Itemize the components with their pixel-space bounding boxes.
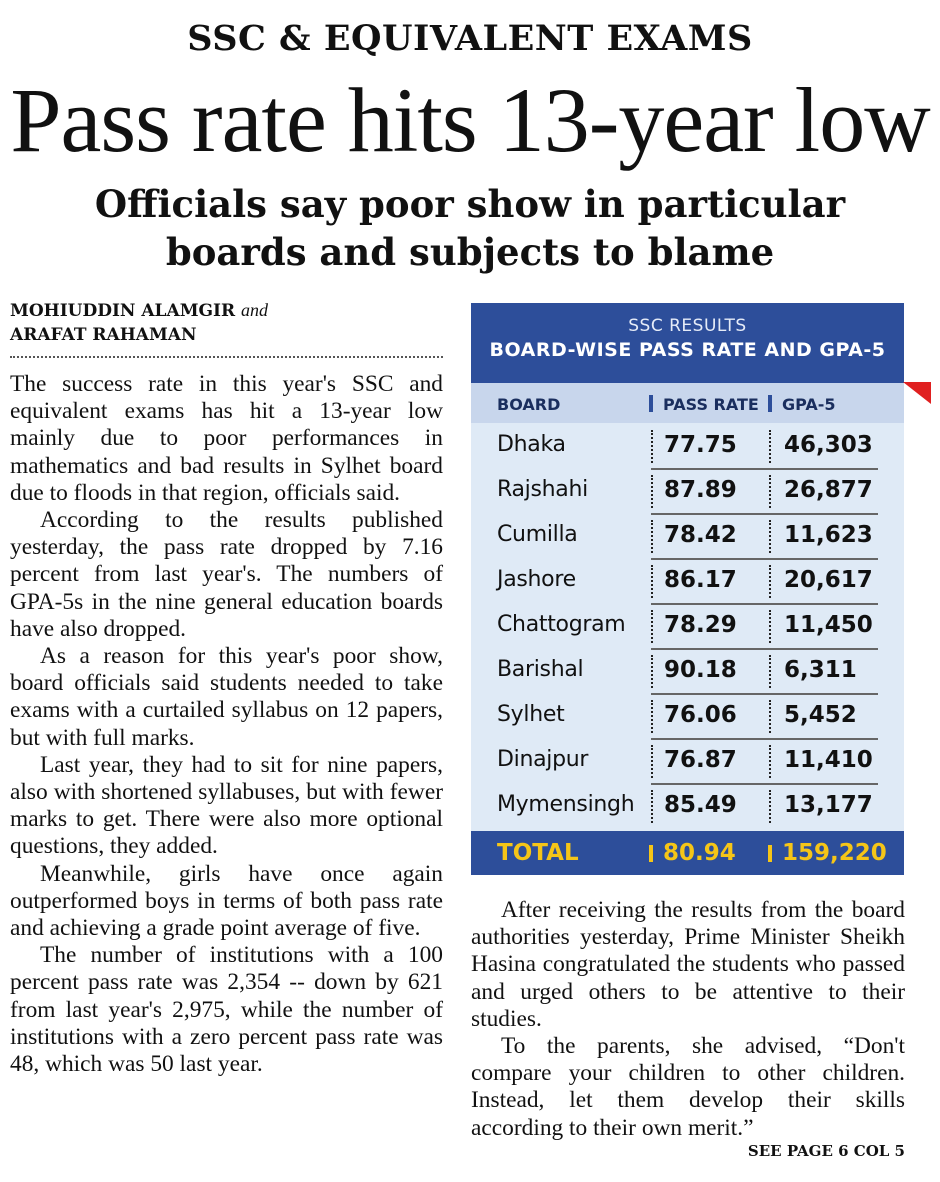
board-name: Jashore bbox=[497, 567, 576, 592]
header-divider bbox=[768, 395, 772, 412]
paragraph: According to the results published yesterday, the pass rate dropped by 7.16 percent from last year's. The numbers of GPA-5s in the nine general education boards have also dropped. bbox=[10, 507, 443, 642]
table-total-row bbox=[471, 831, 904, 875]
jump-line: SEE PAGE 6 COL 5 bbox=[747, 1142, 905, 1160]
header-board: BOARD bbox=[497, 395, 561, 414]
paragraph: The success rate in this year's SSC and equivalent exams has hit a 13-year low mainly due to poor performances in mathematics and bad results in Sylhet board due to floods in that region, officials said. bbox=[10, 371, 443, 506]
kicker: SSC & EQUIVALENT EXAMS bbox=[187, 18, 753, 59]
board-name: Dhaka bbox=[497, 432, 566, 457]
headline: Pass rate hits 13-year low bbox=[10, 69, 930, 171]
gpa5-count: 20,617 bbox=[784, 567, 873, 593]
board-name: Mymensingh bbox=[497, 792, 635, 817]
gpa5-count: 6,311 bbox=[784, 657, 857, 683]
pass-rate: 77.75 bbox=[664, 432, 737, 458]
paragraph: Last year, they had to sit for nine papers, also with shortened syllabuses, but with fewer marks to get. There were also more optional questions, they added. bbox=[10, 751, 443, 860]
board-name: Sylhet bbox=[497, 702, 565, 727]
board-name: Cumilla bbox=[497, 522, 578, 547]
gpa5-count: 46,303 bbox=[784, 432, 873, 458]
table-row bbox=[471, 604, 904, 649]
table-corner-accent bbox=[903, 382, 931, 404]
subhead bbox=[0, 180, 940, 276]
header-gpa5: GPA-5 bbox=[782, 395, 836, 414]
subhead-line-1: Officials say poor show in particular bbox=[94, 182, 846, 226]
table-row bbox=[471, 559, 904, 604]
table-row bbox=[471, 694, 904, 739]
pass-rate: 87.89 bbox=[664, 477, 737, 503]
paragraph: Meanwhile, girls have once again outperformed boys in terms of both pass rate and achieving a grade point average of five. bbox=[10, 860, 443, 942]
byline-joiner: and bbox=[241, 300, 269, 320]
pass-rate: 86.17 bbox=[664, 567, 737, 593]
byline bbox=[10, 298, 446, 347]
pass-rate: 76.06 bbox=[664, 702, 737, 728]
header-pass-rate: PASS RATE bbox=[663, 395, 759, 414]
table-header-row bbox=[471, 383, 904, 423]
table-row bbox=[471, 514, 904, 559]
board-name: Dinajpur bbox=[497, 747, 589, 772]
pass-rate: 90.18 bbox=[664, 657, 737, 683]
article-column-right bbox=[471, 897, 905, 1142]
gpa5-count: 11,623 bbox=[784, 522, 873, 548]
gpa5-count: 26,877 bbox=[784, 477, 873, 503]
paragraph: As a reason for this year's poor show, board officials said students needed to take exams with a curtailed syllabus on 12 papers, but with full marks. bbox=[10, 643, 443, 751]
article-column-left bbox=[10, 371, 443, 1078]
table-row bbox=[471, 424, 904, 469]
gpa5-count: 11,450 bbox=[784, 612, 873, 638]
author-2: ARAFAT RAHAMAN bbox=[10, 325, 197, 345]
pass-rate: 78.42 bbox=[664, 522, 737, 548]
gpa5-count: 5,452 bbox=[784, 702, 857, 728]
table-title-small: SSC RESULTS bbox=[628, 316, 747, 336]
paragraph: After receiving the results from the board authorities yesterday, Prime Minister Sheikh Hasina congratulated the students who passed and urged others to be attentive to their studies. bbox=[471, 897, 905, 1032]
table-title bbox=[471, 303, 904, 383]
paragraph: To the parents, she advised, “Don't compare your children to other children. Instead, let them develop their skills according to their own merit.” bbox=[471, 1033, 905, 1141]
total-gpa5: 159,220 bbox=[782, 840, 887, 866]
results-table bbox=[471, 303, 904, 875]
header-divider bbox=[649, 395, 653, 412]
board-name: Rajshahi bbox=[497, 477, 588, 502]
pass-rate: 76.87 bbox=[664, 747, 737, 773]
author-1: MOHIUDDIN ALAMGIR bbox=[10, 301, 236, 321]
subhead-line-2: boards and subjects to blame bbox=[165, 230, 775, 274]
paragraph: The number of institutions with a 100 percent pass rate was 2,354 -- down by 621 from last year's 2,975, while the number of institutions with a zero percent pass rate was 48, which was 50 last year. bbox=[10, 942, 443, 1078]
table-title-big: BOARD-WISE PASS RATE AND GPA-5 bbox=[489, 339, 886, 361]
board-name: Barishal bbox=[497, 657, 584, 682]
total-pass-rate: 80.94 bbox=[663, 840, 736, 866]
table-row bbox=[471, 469, 904, 514]
total-label: TOTAL bbox=[497, 840, 579, 866]
gpa5-count: 13,177 bbox=[784, 792, 873, 818]
pass-rate: 85.49 bbox=[664, 792, 737, 818]
table-row bbox=[471, 784, 904, 829]
gpa5-count: 11,410 bbox=[784, 747, 873, 773]
byline-divider bbox=[10, 356, 443, 358]
table-row bbox=[471, 739, 904, 784]
table-row bbox=[471, 649, 904, 694]
pass-rate: 78.29 bbox=[664, 612, 737, 638]
board-name: Chattogram bbox=[497, 612, 626, 637]
